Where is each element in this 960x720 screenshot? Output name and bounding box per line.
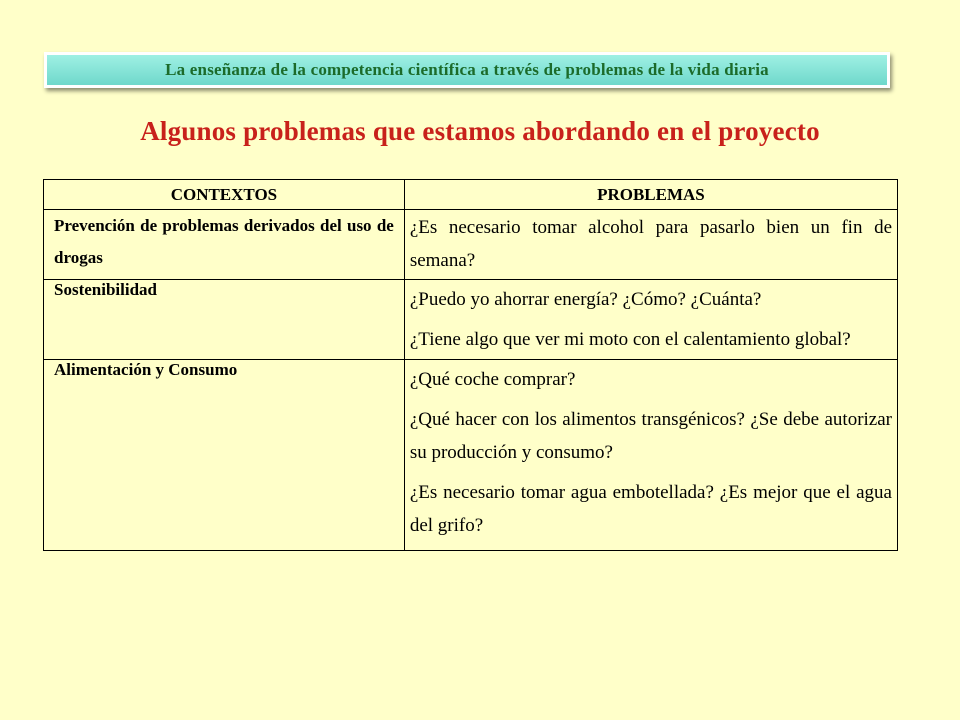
- problem-text: ¿Puedo yo ahorrar energía? ¿Cómo? ¿Cuánta?: [409, 289, 762, 310]
- problem-text: ¿Qué coche comprar?: [409, 369, 576, 390]
- problem-text: ¿Es necesario tomar agua embotellada? ¿Es mejor que el agua del grifo?: [409, 482, 892, 536]
- header-banner: [44, 52, 890, 88]
- page-title: Algunos problemas que estamos abordando en el proyecto: [140, 116, 820, 146]
- problems-cell: [404, 280, 897, 360]
- table-row: [44, 360, 898, 551]
- context-cell: Alimentación y Consumo: [44, 360, 405, 551]
- table-header-row: [44, 180, 898, 210]
- context-cell: Sostenibilidad: [44, 280, 405, 360]
- context-cell: Prevención de problemas derivados del uso de drogas: [44, 210, 405, 280]
- problem-text: ¿Qué hacer con los alimentos transgénicos? ¿Se debe autorizar su producción y consumo?: [409, 409, 892, 463]
- header-contextos: CONTEXTOS: [44, 180, 405, 210]
- problem-text: ¿Es necesario tomar alcohol para pasarlo bien un fin de semana?: [409, 217, 892, 271]
- problems-table: [43, 179, 898, 551]
- problem-text: ¿Tiene algo que ver mi moto con el calentamiento global?: [409, 329, 851, 350]
- problems-cell: [404, 210, 897, 280]
- table-row: [44, 210, 898, 280]
- problems-cell: [404, 360, 897, 551]
- header-problemas: PROBLEMAS: [404, 180, 897, 210]
- table-row: [44, 280, 898, 360]
- banner-text: La enseñanza de la competencia científica a través de problemas de la vida diaria: [165, 60, 769, 79]
